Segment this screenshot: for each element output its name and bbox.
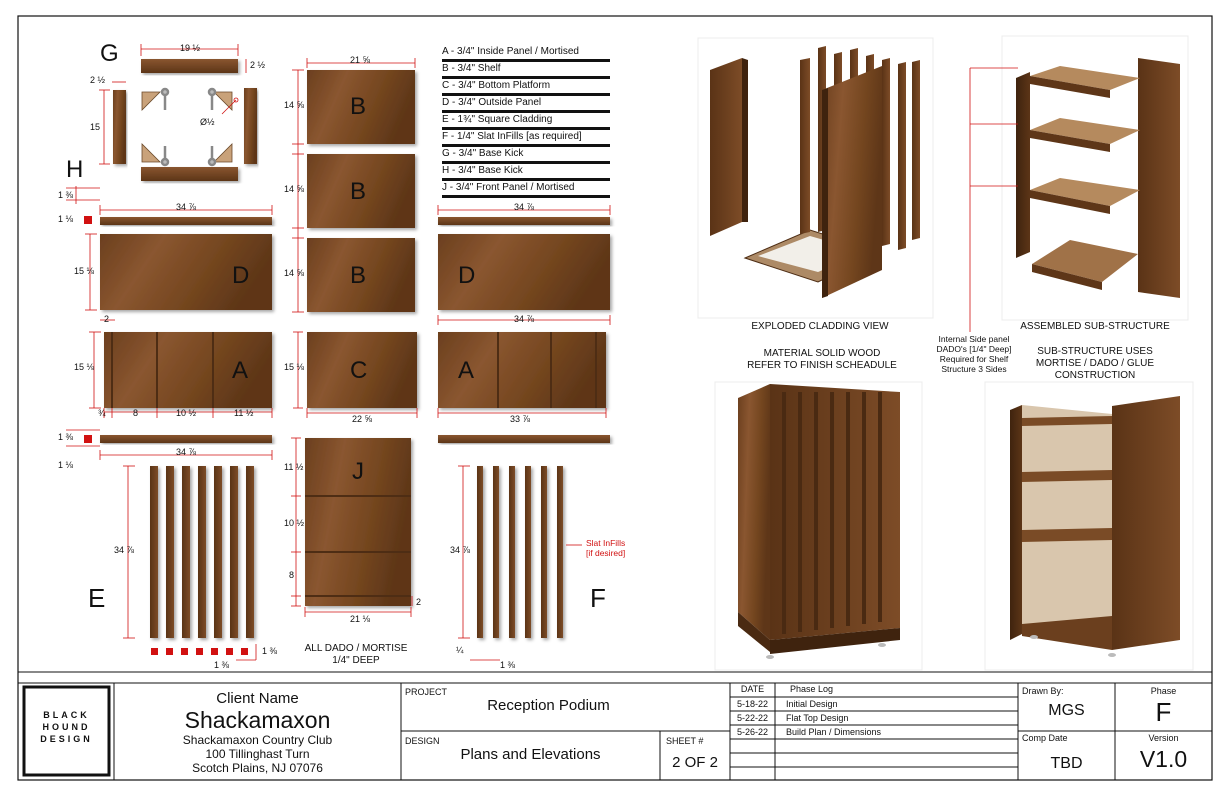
- dim-base-thickness-right: 2 ½: [250, 60, 266, 70]
- dim-b-height-2: 14 ⅝: [284, 184, 305, 194]
- dim-markers-red: [84, 216, 92, 443]
- dim-j-10: 10 ½: [284, 518, 305, 528]
- brand-logo-line-3: DESIGN: [40, 734, 93, 744]
- phase-log-header: Phase Log: [790, 684, 834, 694]
- part-h-base-kick: [141, 167, 238, 181]
- phase-log-row-3-date: 5-26-22: [736, 727, 769, 737]
- legend-item-j: J - 3/4" Front Panel / Mortised: [442, 182, 610, 198]
- dim-base-width: 19 ½: [180, 43, 201, 53]
- corner-brackets: [142, 89, 232, 165]
- label-h: H: [66, 156, 84, 183]
- part-edge-strip-2: [438, 217, 610, 225]
- drawn-by-label: Drawn By:: [1022, 686, 1064, 696]
- legend-item-g: G - 3/4" Base Kick: [442, 148, 610, 164]
- phase-value: F: [1155, 697, 1172, 727]
- legend-item-e: E - 1¾" Square Cladding: [442, 114, 610, 130]
- label-d-2: D: [458, 262, 476, 289]
- comp-date-label: Comp Date: [1022, 733, 1068, 743]
- dim-a-height: 15 ⅛: [74, 362, 95, 372]
- render-open-substructure: [985, 382, 1193, 670]
- render-assembled-substructure: [1002, 36, 1188, 320]
- design-label: DESIGN: [405, 736, 440, 746]
- client-address-2: 100 Tillinghast Turn: [205, 747, 310, 761]
- part-edge-strip-1: [100, 217, 272, 225]
- dim-base-thickness-left: 2 ½: [90, 75, 106, 85]
- legend-item-b: B - 3/4" Shelf: [442, 63, 610, 79]
- part-edge-strip-3: [100, 435, 272, 443]
- e-section-squares: [151, 648, 248, 655]
- phase-log-row-3-entry: Build Plan / Dimensions: [786, 727, 882, 737]
- dim-e-square-side: 1 ⅜: [262, 646, 278, 656]
- base-side-left: [113, 90, 126, 164]
- label-b-2: B: [350, 178, 367, 205]
- label-a-2: A: [458, 357, 475, 384]
- comp-date-value: TBD: [1050, 755, 1083, 772]
- dim-a-8: 8: [133, 408, 139, 418]
- dim-a-10: 10 ½: [176, 408, 197, 418]
- legend-item-a: A - 3/4" Inside Panel / Mortised: [442, 46, 610, 62]
- client-block: [114, 690, 401, 775]
- label-f: F: [590, 583, 606, 613]
- project-value: Reception Podium: [487, 697, 610, 714]
- dim-d-width-2: 34 ⅞: [514, 202, 535, 212]
- note-dado-mortise: ALL DADO / MORTISE 1/4" DEEP: [304, 643, 408, 666]
- brand-logo-line-1: BLACK: [43, 710, 90, 720]
- dim-j-11: 11 ½: [284, 462, 304, 472]
- legend-item-h: H - 3/4" Base Kick: [442, 165, 610, 181]
- label-g: G: [100, 40, 119, 67]
- part-e-cladding-set: [150, 466, 254, 638]
- dim-c-height: 15 ⅛: [284, 362, 305, 372]
- dim-base-side: 15: [90, 122, 101, 132]
- dim-strip-thick-1: 1 ⅜: [58, 190, 74, 200]
- dim-j-2: 2: [416, 597, 422, 607]
- dim-d-width-1: 34 ⅞: [176, 202, 197, 212]
- client-label: Client Name: [216, 690, 299, 707]
- drawn-by-value: MGS: [1048, 702, 1085, 719]
- label-b-1: B: [350, 93, 367, 120]
- dim-strip-thick-3: 1 ⅜: [58, 432, 74, 442]
- brand-logo-line-2: HOUND: [42, 722, 91, 732]
- dim-d-offset: 2: [104, 314, 110, 324]
- caption-exploded-view: EXPLODED CLADDING VIEW: [751, 321, 889, 332]
- dim-a-left: ¾: [98, 408, 106, 418]
- dim-b-height-3: 14 ⅝: [284, 268, 305, 278]
- part-g-base-kick: [141, 59, 238, 73]
- project-label: PROJECT: [405, 687, 448, 697]
- dim-b-height-1: 14 ⅝: [284, 100, 305, 110]
- dim-strip-thick-2: 1 ⅛: [58, 214, 74, 224]
- phase-label: Phase: [1150, 686, 1177, 696]
- render-exploded-cladding: [698, 38, 933, 318]
- dim-f-quarter: ¼: [456, 645, 464, 655]
- label-j: J: [352, 458, 364, 485]
- dim-lines-f: [458, 466, 582, 660]
- label-c: C: [350, 357, 368, 384]
- label-d-1: D: [232, 262, 250, 289]
- phase-log-row-1-date: 5-18-22: [736, 699, 769, 709]
- legend-item-d: D - 3/4" Outside Panel: [442, 97, 610, 113]
- phase-log-row-2-date: 5-22-22: [736, 713, 769, 723]
- dim-j-width: 21 ⅛: [350, 614, 371, 624]
- sheet-label: SHEET #: [666, 736, 704, 746]
- legend-item-f: F - 1/4" Slat InFills [as required]: [442, 131, 610, 147]
- dim-b-width: 21 ⅝: [350, 55, 371, 65]
- dim-strip-thick-4: 1 ⅛: [58, 460, 74, 470]
- note-slat-infills: Slat InFills [if desired]: [586, 538, 626, 558]
- version-value: V1.0: [1139, 746, 1188, 772]
- dim-f-square: 1 ⅜: [500, 660, 516, 670]
- dim-strip-width: 34 ⅞: [176, 447, 197, 457]
- label-b-3: B: [350, 262, 367, 289]
- dim-e-height: 34 ⅞: [114, 545, 135, 555]
- label-e: E: [88, 583, 106, 613]
- dim-d-height: 15 ⅛: [74, 266, 95, 276]
- dim-e-square: 1 ⅜: [214, 660, 230, 670]
- dim-d2-width: 34 ⅞: [514, 314, 535, 324]
- brand-logo: [24, 709, 109, 745]
- caption-material: MATERIAL SOLID WOOD REFER TO FINISH SCHEADULE: [747, 348, 897, 371]
- dim-j-8: 8: [289, 570, 295, 580]
- base-side-right: [244, 88, 257, 164]
- client-name: Shackamaxon: [184, 707, 331, 733]
- version-label: Version: [1148, 733, 1179, 743]
- dim-f-height: 34 ⅞: [450, 545, 471, 555]
- part-f-slat-infills: [477, 466, 563, 638]
- note-internal-side-panel: Internal Side panel DADO's [1/4" Deep] Required for Shelf Structure 3 Sides: [936, 334, 1012, 374]
- phase-log-row-2-entry: Flat Top Design: [786, 713, 849, 723]
- design-value: Plans and Elevations: [460, 746, 601, 763]
- legend-item-c: C - 3/4" Bottom Platform: [442, 80, 610, 96]
- caption-substructure: SUB-STRUCTURE USES MORTISE / DADO / GLUE CONSTRUCTION: [1035, 346, 1155, 381]
- caption-assembled: ASSEMBLED SUB-STRUCTURE: [1020, 321, 1170, 332]
- dim-lines-strips: [66, 430, 272, 460]
- phase-log-date-header: DATE: [740, 684, 765, 694]
- dim-c-width: 22 ⅝: [352, 414, 373, 424]
- dim-a-11: 11 ½: [234, 408, 254, 418]
- render-material-solid-wood: [715, 382, 922, 670]
- phase-log-row-1-entry: Initial Design: [786, 699, 838, 709]
- label-a-1: A: [232, 357, 249, 384]
- dim-a2-width: 33 ⅞: [510, 414, 531, 424]
- sheet-value: 2 OF 2: [672, 754, 718, 771]
- part-edge-strip-4: [438, 435, 610, 443]
- client-address-3: Scotch Plains, NJ 07076: [192, 761, 323, 775]
- client-address-1: Shackamaxon Country Club: [182, 733, 333, 747]
- dim-hole: Ø½: [200, 117, 215, 127]
